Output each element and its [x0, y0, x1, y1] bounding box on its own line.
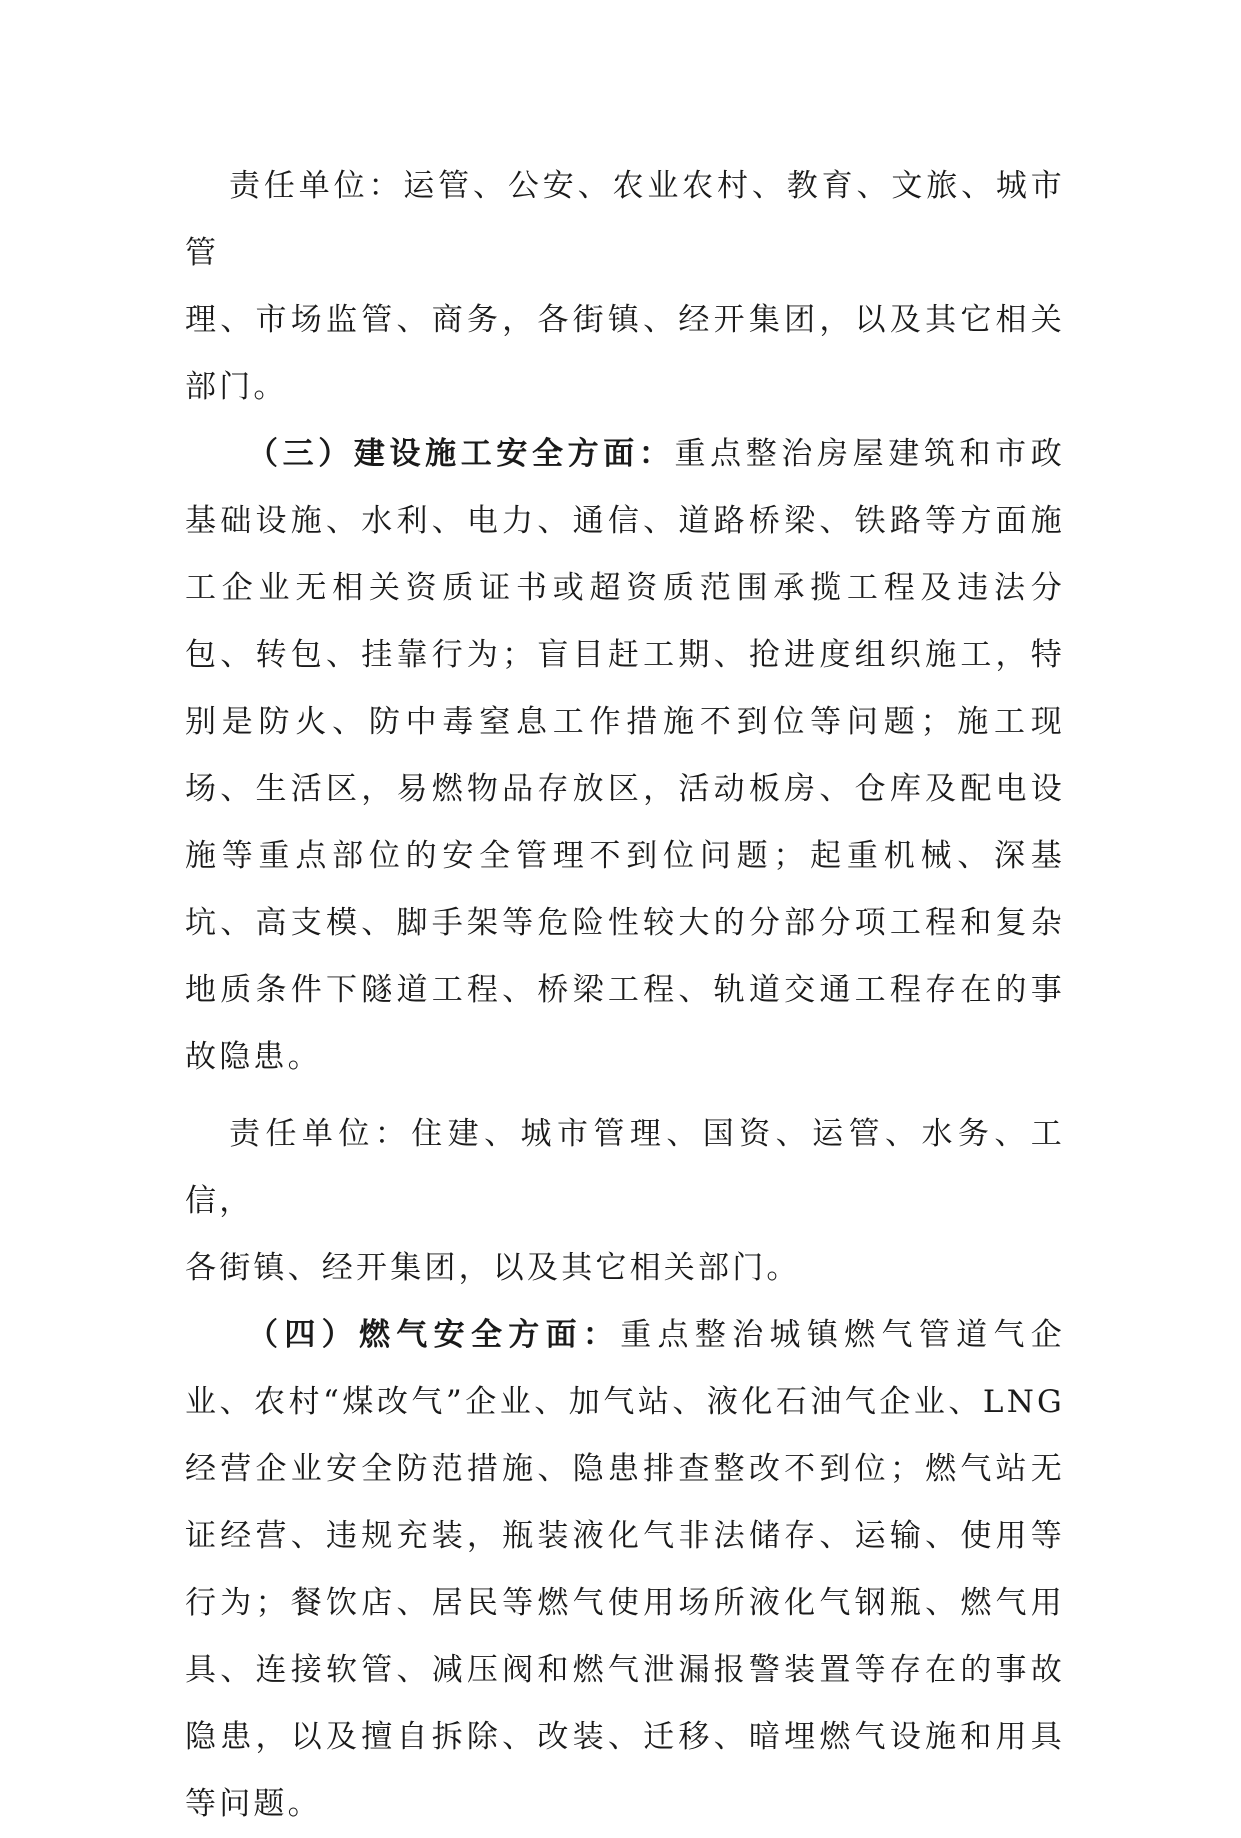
responsibility-line-4: 各街镇、经开集团，以及其它相关部门。 [185, 1250, 801, 1286]
section-three-body: 重点整治房屋建筑和市政基础设施、水利、电力、通信、道路桥梁、铁路等方面施工企业无相关资质证书或超资质范围承揽工程及违法分包、转包、挂靠行为；盲目赶工期、抢进度组织施工，特别是防火、防中毒窒息工作措施不到位等问题；施工现场、生活区，易燃物品存放区，活动板房、仓库及配电设施等重点部位的安全管理不到位问题；起重机械、深基坑、高支模、脚手架等危险性较大的分部分项工程和复杂地质条件下隧道工程、桥梁工程、轨道交通工程存在的事故隐患。 [185, 436, 1065, 1075]
document-body [185, 153, 1065, 1838]
responsibility-paragraph-1 [185, 153, 1065, 421]
section-three-heading: （三）建设施工安全方面： [247, 436, 675, 472]
responsibility-line-1: 责任单位：运管、公安、农业农村、教育、文旅、城市管 [185, 168, 1065, 271]
responsibility-line-2: 理、市场监管、商务，各街镇、经开集团，以及其它相关部门。 [185, 302, 1065, 405]
responsibility-line-3: 责任单位：住建、城市管理、国资、运管、水务、工信， [185, 1116, 1065, 1219]
responsibility-paragraph-2 [185, 1101, 1065, 1302]
section-three-paragraph [185, 421, 1065, 1091]
section-four-heading: （四）燃气安全方面： [247, 1317, 621, 1353]
section-four-paragraph [185, 1302, 1065, 1838]
section-four-body: 重点整治城镇燃气管道气企业、农村“煤改气”企业、加气站、液化石油气企业、LNG经营企业安全防范措施、隐患排查整改不到位；燃气站无证经营、违规充装，瓶装液化气非法储存、运输、使用等行为；餐饮店、居民等燃气使用场所液化气钢瓶、燃气用具、连接软管、减压阀和燃气泄漏报警装置等存在的事故隐患，以及擅自拆除、改装、迁移、暗埋燃气设施和用具等问题。 [185, 1317, 1065, 1822]
